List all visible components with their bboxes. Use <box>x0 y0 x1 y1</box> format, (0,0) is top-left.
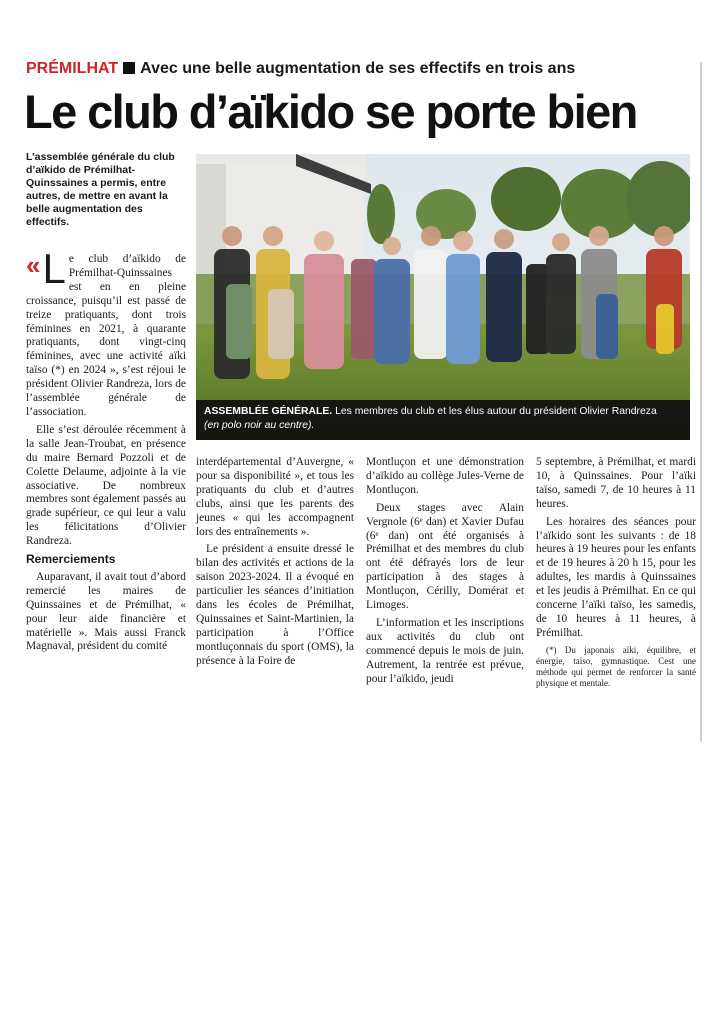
footnote: (*) Du japonais aïki, équilibre, et énergie, taïso, gymnastique. Cest une méthode qui permet de renforcer la santé physique et mentale. <box>536 644 696 688</box>
subheading: Remerciements <box>26 552 116 567</box>
group-photo <box>196 154 690 440</box>
article-column-2 <box>196 456 354 673</box>
article-paragraph: Le président a ensuite dressé le bilan des activités et actions de la saison 2023-2024. Il a évoqué en particulier les séances d’initiation dans les écoles de Prémilhat, Quinssaines et Saint-Martinien, la participation à l’Office montluçonnais du sport (OMS), la présence à la Foire de <box>196 543 354 667</box>
article-paragraph: Deux stages avec Alain Vergnole (6ᵉ dan) et Xavier Dufau (6ᵉ dan) ont été organisés à Prémilhat et des membres du club ont été défrayés lors de leur participation à des stages à Montluçon, Cérilly, Domérat et Limoges. <box>366 501 524 612</box>
photo-caption <box>196 400 690 440</box>
drop-cap: L <box>42 245 66 292</box>
article-paragraph: 5 septembre, à Prémilhat, et mardi 10, à Quinssaines. Pour l’aïki taïso, samedi 7, de 10 heures à 11 heures. <box>536 456 696 510</box>
article-paragraph: Montluçon et une démonstration d’aïkido au collège Jules-Verne de Montluçon. <box>366 456 524 496</box>
caption-label: ASSEMBLÉE GÉNÉRALE. <box>204 406 333 417</box>
article-paragraph: Auparavant, il avait tout d’abord remercié les maires de Quinssaines et de Prémilhat, « pour leur aide financière et matérielle ». Mais aussi Franck Magnaval, président du comité <box>26 570 186 653</box>
column-rule <box>700 62 702 742</box>
kicker <box>26 60 575 78</box>
caption-line-2: (en polo noir au centre). <box>204 420 315 431</box>
kicker-location: PRÉMILHAT <box>26 60 119 77</box>
square-bullet-icon <box>123 62 135 74</box>
article-column-1 <box>26 245 186 658</box>
article-column-3 <box>366 456 524 691</box>
lead-paragraph: L’assemblée générale du club d’aïkido de Prémilhat-Quinssaines a permis, entre autres, de mettre en avant la belle augmentation des effectifs. <box>26 151 175 228</box>
article-column-4 <box>536 456 696 693</box>
opening-quote-mark: « <box>26 250 41 280</box>
article-paragraph <box>26 245 186 420</box>
article-paragraph: Elle s’est déroulée récemment à la salle Jean-Troubat, en présence du maire Bernard Pozzoli et de Colette Delaume, adjointe à la vie associative. De nombreux membres sont également passés au grade supérieur, ce qui leur a valu les félicitations d’Olivier Randreza. <box>26 423 186 548</box>
paragraph-text: e club d’aïkido de Prémilhat-Quinssaines est en en pleine croissance, puisqu’il est passé de treize pratiquants, dont trois féminines en 2021, à quarante pratiquants, dont vingt-cinq féminines, avec une activité aïki taïso (*) en 2024 », s’est réjoui le président Olivier Randreza, lors de l’assemblée générale de l’association. <box>26 253 186 418</box>
caption-text: Les membres du club et les élus autour du président Olivier Randreza <box>335 406 657 417</box>
caption-line-1 <box>204 405 684 419</box>
kicker-title: Avec une belle augmentation de ses effectifs en trois ans <box>140 60 576 77</box>
photo-image <box>196 154 690 440</box>
article-paragraph: interdépartemental d’Auvergne, « pour sa disponibilité », et tous les pratiquants du club et d’autres clubs, ainsi que les parents des jeunes « qui les accompagnent lors des entraînements ». <box>196 456 354 538</box>
article-paragraph: L’information et les inscriptions aux activités du club ont commencé depuis le mois de juin. Autrement, la rentrée est prévue, pour l’aïkido, jeudi <box>366 616 524 685</box>
headline: Le club d’aïkido se porte bien <box>24 85 637 138</box>
article-paragraph: Les horaires des séances pour l’aïkido sont les suivants : de 18 heures à 19 heures pour les enfants et de 19 heures à 20 h 15, pour les adultes, les mardis à Quinssaines et les jeudis à Prémilhat. En ce qui concerne l’aïki taïso, les samedis, de 10 heures à 11 heures, à Prémilhat. <box>536 515 696 639</box>
